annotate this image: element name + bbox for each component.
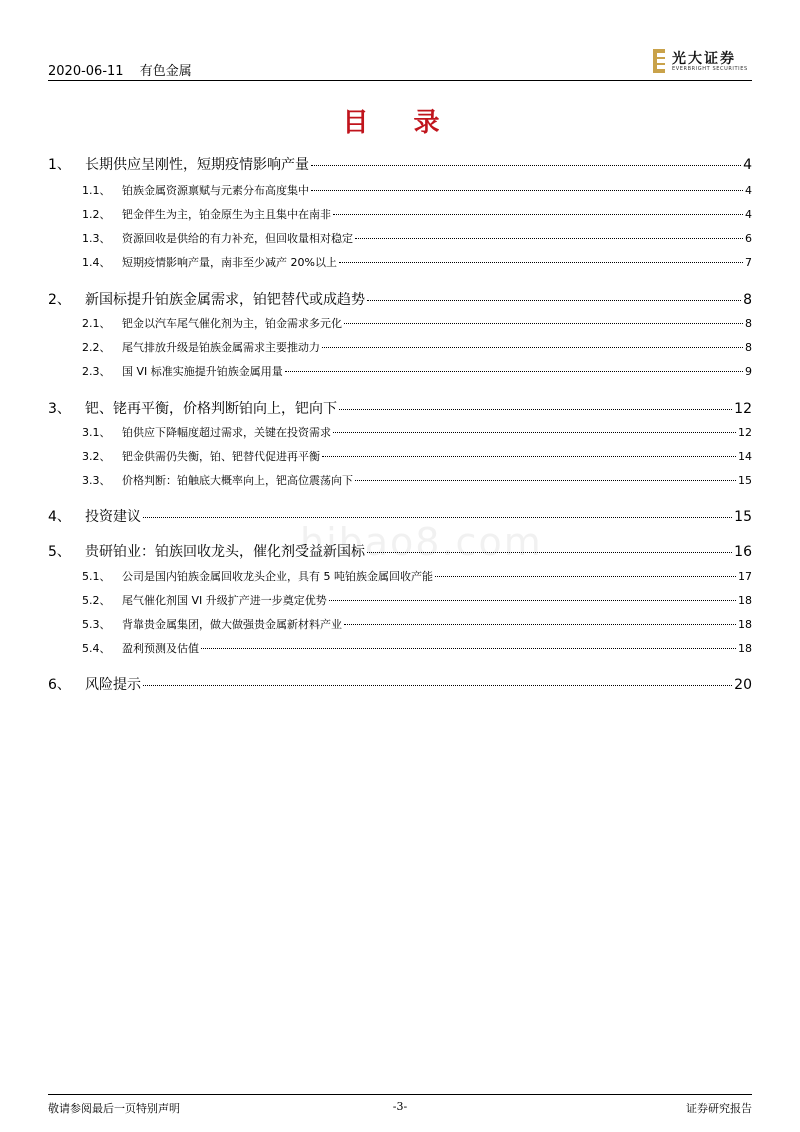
toc-entry-page: 12 <box>738 426 752 439</box>
footer-disclaimer: 敬请参阅最后一页特别声明 <box>48 1102 180 1115</box>
toc-dot-leader <box>285 371 743 372</box>
toc-entry-page: 4 <box>743 157 752 173</box>
toc-entry-number: 3.1、 <box>82 426 111 439</box>
toc-entry-page: 18 <box>738 642 752 655</box>
toc-entry-number: 1.3、 <box>82 232 111 245</box>
toc-entry-text: 公司是国内铂族金属回收龙头企业，具有 5 吨铂族金属回收产能 <box>122 570 433 583</box>
footer-report-type: 证券研究报告 <box>686 1102 752 1115</box>
toc-subsection-entry[interactable] <box>48 339 752 355</box>
toc-entry-number: 2.1、 <box>82 317 111 330</box>
toc-entry-text: 贵研铂业：铂族回收龙头，催化剂受益新国标 <box>85 544 365 560</box>
toc-entry-page: 4 <box>745 208 752 221</box>
toc-subsection-entry[interactable] <box>48 616 752 632</box>
toc-entry-page: 18 <box>738 594 752 607</box>
toc-entry-number: 1.2、 <box>82 208 111 221</box>
toc-entry-number: 6、 <box>48 677 71 693</box>
toc-entry-page: 4 <box>745 184 752 197</box>
toc-entry-number: 3、 <box>48 401 71 417</box>
toc-section-entry[interactable] <box>48 398 752 418</box>
toc-entry-page: 7 <box>745 256 752 269</box>
header-info <box>48 60 204 79</box>
toc-entry-number: 1、 <box>48 157 71 173</box>
toc-entry-number: 1.4、 <box>82 256 111 269</box>
logo-text-en: EVERBRIGHT SECURITIES <box>672 66 748 72</box>
toc-dot-leader <box>311 165 741 166</box>
toc-dot-leader <box>344 624 736 625</box>
toc-entry-number: 5、 <box>48 544 71 560</box>
toc-dot-leader <box>355 480 736 481</box>
toc-section-entry[interactable] <box>48 289 752 309</box>
toc-entry-text: 新国标提升铂族金属需求，铂钯替代或成趋势 <box>85 292 365 308</box>
company-logo <box>652 46 752 76</box>
toc-entry-number: 5.4、 <box>82 642 111 655</box>
toc-section-entry[interactable] <box>48 154 752 174</box>
toc-subsection-entry[interactable] <box>48 592 752 608</box>
toc-entry-page: 20 <box>734 677 752 693</box>
toc-title: 目 录 <box>342 108 458 138</box>
toc-entry-number: 5.3、 <box>82 618 111 631</box>
toc-entry-page: 9 <box>745 365 752 378</box>
toc-entry-text: 国 VI 标准实施提升铂族金属用量 <box>122 365 283 378</box>
toc-subsection-entry[interactable] <box>48 363 752 379</box>
toc-entry-text: 短期疫情影响产量，南非至少减产 20%以上 <box>122 256 337 269</box>
toc-entry-text: 背靠贵金属集团，做大做强贵金属新材料产业 <box>122 618 342 631</box>
toc-section-entry[interactable] <box>48 506 752 526</box>
toc-dot-leader <box>367 552 732 553</box>
toc-section-entry[interactable] <box>48 541 752 561</box>
toc-subsection-entry[interactable] <box>48 568 752 584</box>
toc-entry-number: 2、 <box>48 292 71 308</box>
toc-subsection-entry[interactable] <box>48 424 752 440</box>
toc-subsection-entry[interactable] <box>48 254 752 270</box>
toc-entry-page: 18 <box>738 618 752 631</box>
toc-dot-leader <box>339 409 732 410</box>
toc-dot-leader <box>333 432 736 433</box>
toc-entry-text: 价格判断：铂触底大概率向上，钯高位震荡向下 <box>122 474 353 487</box>
toc-dot-leader <box>367 300 741 301</box>
toc-dot-leader <box>311 190 743 191</box>
report-date: 2020-06-11 <box>48 64 124 79</box>
toc-entry-number: 2.2、 <box>82 341 111 354</box>
toc-entry-text: 投资建议 <box>85 509 141 525</box>
toc-entry-page: 8 <box>743 292 752 308</box>
report-sector: 有色金属 <box>139 64 192 79</box>
toc-entry-page: 8 <box>745 341 752 354</box>
logo-mark-icon <box>652 48 668 74</box>
toc-entry-page: 16 <box>734 544 752 560</box>
page-number: -3- <box>392 1100 408 1113</box>
toc-entry-number: 4、 <box>48 509 71 525</box>
toc-subsection-entry[interactable] <box>48 206 752 222</box>
toc-dot-leader <box>201 648 736 649</box>
toc-dot-leader <box>344 323 743 324</box>
toc-entry-text: 盈利预测及估值 <box>122 642 199 655</box>
toc-subsection-entry[interactable] <box>48 182 752 198</box>
toc-subsection-entry[interactable] <box>48 315 752 331</box>
toc-entry-text: 尾气催化剂国 VI 升级扩产进一步奠定优势 <box>122 594 327 607</box>
toc-dot-leader <box>333 214 743 215</box>
toc-dot-leader <box>143 517 732 518</box>
page-footer <box>48 1094 752 1119</box>
toc-entry-page: 14 <box>738 450 752 463</box>
toc-entry-text: 钯金伴生为主，铂金原生为主且集中在南非 <box>122 208 331 221</box>
toc-entry-number: 1.1、 <box>82 184 111 197</box>
toc-entry-text: 铂族金属资源禀赋与元素分布高度集中 <box>122 184 309 197</box>
toc-dot-leader <box>322 347 743 348</box>
toc-entry-page: 12 <box>734 401 752 417</box>
toc-entry-number: 3.2、 <box>82 450 111 463</box>
toc-subsection-entry[interactable] <box>48 472 752 488</box>
toc-subsection-entry[interactable] <box>48 448 752 464</box>
toc-entry-page: 15 <box>738 474 752 487</box>
toc-entry-text: 铂供应下降幅度超过需求，关键在投资需求 <box>122 426 331 439</box>
page-header <box>48 51 752 81</box>
toc-entry-number: 2.3、 <box>82 365 111 378</box>
watermark: hibao8.com <box>300 520 543 564</box>
toc-entry-text: 钯金供需仍失衡，铂、钯替代促进再平衡 <box>122 450 320 463</box>
toc-entry-text: 尾气排放升级是铂族金属需求主要推动力 <box>122 341 320 354</box>
toc-entry-text: 长期供应呈刚性，短期疫情影响产量 <box>85 157 309 173</box>
toc-subsection-entry[interactable] <box>48 230 752 246</box>
toc-dot-leader <box>329 600 736 601</box>
toc-entry-page: 15 <box>734 509 752 525</box>
toc-dot-leader <box>355 238 743 239</box>
toc-entry-text: 资源回收是供给的有力补充，但回收量相对稳定 <box>122 232 353 245</box>
toc-dot-leader <box>322 456 736 457</box>
toc-entry-number: 3.3、 <box>82 474 111 487</box>
toc-entry-number: 5.2、 <box>82 594 111 607</box>
toc-dot-leader <box>435 576 736 577</box>
toc-entry-number: 5.1、 <box>82 570 111 583</box>
toc-subsection-entry[interactable] <box>48 640 752 656</box>
toc-entry-page: 17 <box>738 570 752 583</box>
toc-dot-leader <box>339 262 743 263</box>
toc-dot-leader <box>143 685 732 686</box>
toc-entry-text: 风险提示 <box>85 677 141 693</box>
toc-entry-page: 6 <box>745 232 752 245</box>
toc-entry-page: 8 <box>745 317 752 330</box>
toc-entry-text: 钯金以汽车尾气催化剂为主，铂金需求多元化 <box>122 317 342 330</box>
toc-entry-text: 钯、铑再平衡，价格判断铂向上，钯向下 <box>85 401 337 417</box>
toc-section-entry[interactable] <box>48 674 752 694</box>
logo-text-cn: 光大证券 <box>672 51 736 67</box>
